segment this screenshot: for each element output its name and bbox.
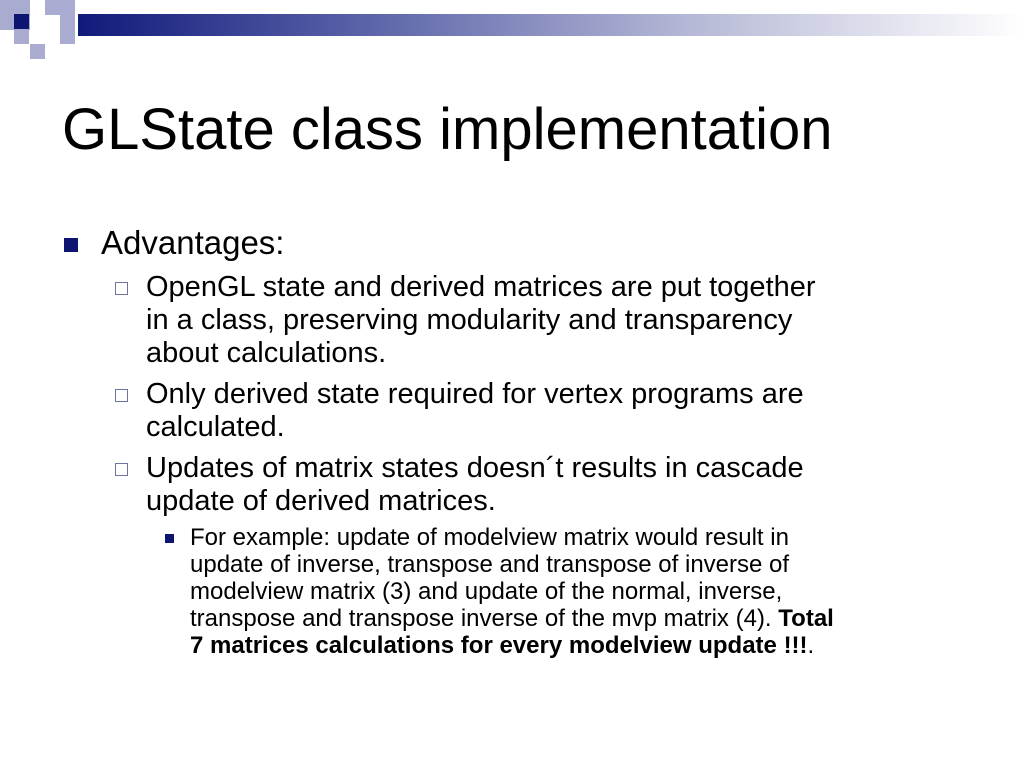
text-plain: .: [807, 632, 815, 659]
text-line: calculated.: [146, 411, 285, 443]
text-line: For example: update of modelview matrix would result in: [190, 524, 789, 551]
sub-bullet-text: [146, 378, 946, 444]
text-line: Updates of matrix states doesn´t results in cascade: [146, 452, 804, 484]
text-line: update of inverse, transpose and transpose of inverse of: [190, 551, 790, 578]
bullet-label: Advantages:: [101, 224, 285, 261]
slide-title: GLState class implementation: [62, 97, 833, 162]
small-square-bullet-icon: [165, 534, 174, 543]
sub-sub-bullet-text: [190, 524, 970, 659]
text-plain: transpose and transpose inverse of the mvp matrix (4).: [190, 605, 779, 632]
sub-bullet-text: [146, 452, 946, 518]
decor-square: [45, 0, 75, 15]
decor-square: [60, 14, 75, 44]
text-line: about calculations.: [146, 337, 387, 369]
square-bullet-icon: [64, 238, 78, 252]
text-bold: 7 matrices calculations for every modelview update !!!: [190, 632, 808, 659]
text-bold: Total: [778, 605, 834, 632]
text-line: in a class, preserving modularity and transparency: [146, 304, 793, 336]
text-line: [190, 632, 970, 659]
hollow-square-bullet-icon: [115, 389, 128, 402]
text-line: OpenGL state and derived matrices are put together: [146, 271, 816, 303]
decor-square-dark: [14, 14, 29, 29]
hollow-square-bullet-icon: [115, 463, 128, 476]
text-line: Only derived state required for vertex programs are: [146, 378, 804, 410]
text-line: modelview matrix (3) and update of the normal, inverse,: [190, 578, 783, 605]
text-line: [190, 605, 970, 632]
decor-square: [14, 29, 29, 44]
header-gradient-bar: [78, 14, 1024, 36]
hollow-square-bullet-icon: [115, 282, 128, 295]
text-line: update of derived matrices.: [146, 485, 496, 517]
decor-square: [30, 44, 45, 59]
sub-bullet-text: [146, 271, 946, 370]
